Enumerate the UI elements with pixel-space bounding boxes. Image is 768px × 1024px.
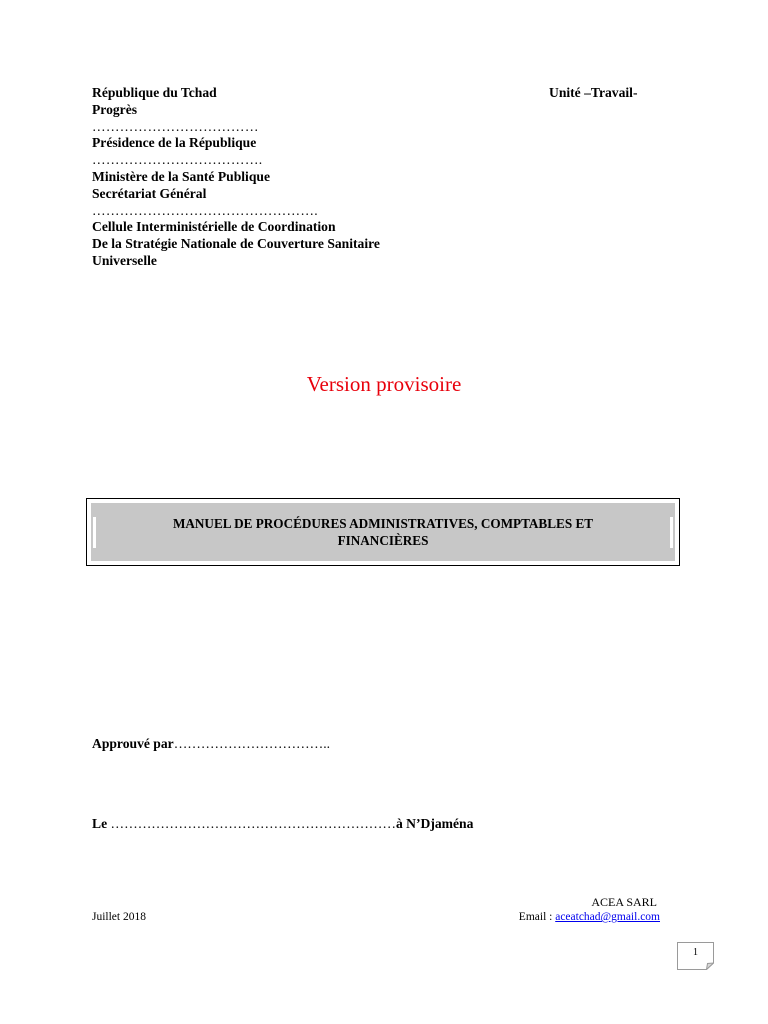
title-box-right-mark — [670, 517, 673, 548]
footer-email — [519, 911, 660, 923]
letterhead-row-1 — [92, 85, 672, 102]
approval-dots: …………………………….. — [173, 736, 331, 751]
cell-name-line-2: De la Stratégie Nationale de Couverture Sanitaire — [92, 236, 380, 252]
approval-label: Approuvé par — [92, 736, 174, 751]
page-number: 1 — [693, 947, 698, 958]
date-prefix: Le — [92, 816, 108, 831]
national-motto-continued: Progrès — [92, 101, 138, 117]
separator-dots: …………………………………………. — [92, 202, 318, 218]
cell-name-line-1: Cellule Interministérielle de Coordination — [92, 219, 336, 235]
cell-name-line-3: Universelle — [92, 252, 157, 268]
place-name: à N’Djaména — [395, 816, 474, 831]
date-dots: ……………………………………………………… — [107, 816, 396, 831]
version-label: Version provisoire — [306, 372, 462, 396]
document-title — [107, 516, 659, 549]
document-title-line-2: FINANCIÈRES — [337, 532, 429, 548]
separator-dots: ………………………………. — [92, 152, 263, 168]
page-number-box — [677, 942, 714, 970]
national-motto: Unité –Travail- — [549, 85, 638, 100]
email-link[interactable]: aceatchad@gmail.com — [555, 911, 660, 923]
footer-date: Juillet 2018 — [92, 911, 146, 923]
company-name: ACEA SARL — [591, 895, 657, 909]
country-name: République du Tchad — [92, 85, 217, 100]
secretariat: Secrétariat Général — [92, 185, 207, 201]
presidency: Présidence de la République — [92, 135, 257, 151]
title-box-left-mark — [93, 517, 96, 548]
document-title-line-1: MANUEL DE PROCÉDURES ADMINISTRATIVES, COMPTABLES ET — [172, 516, 594, 531]
document-title-box — [86, 498, 680, 566]
separator-dots: ……………………………… — [92, 118, 259, 134]
date-place-line — [92, 816, 473, 832]
approval-line — [92, 736, 330, 752]
ministry: Ministère de la Santé Publique — [92, 168, 270, 184]
email-label: Email : — [518, 911, 553, 923]
letterhead — [92, 85, 672, 270]
